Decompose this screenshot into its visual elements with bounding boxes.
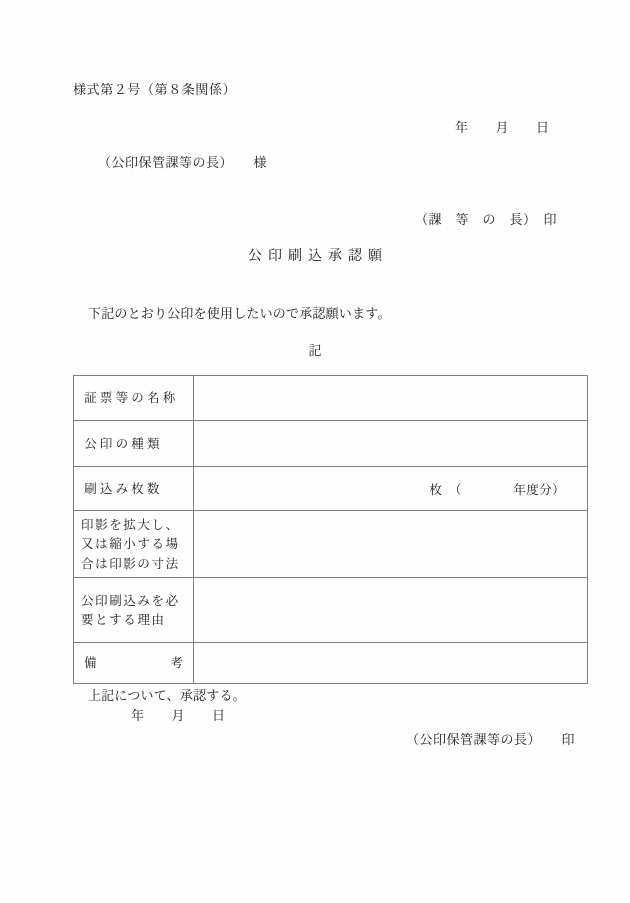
- row-label-text: 印影を拡大し、又は縮小する場合は印影の寸法: [81, 517, 180, 571]
- row-label-print-count: [74, 467, 194, 511]
- row-label-remarks-second-char: 考: [170, 655, 183, 671]
- row-value-certificate-name[interactable]: [194, 376, 588, 421]
- table-row: [74, 578, 588, 643]
- table-row: [74, 376, 588, 421]
- table-row: [74, 421, 588, 467]
- table-row: [74, 643, 588, 684]
- table-row: [74, 467, 588, 511]
- row-value-seal-dimensions[interactable]: [194, 511, 588, 578]
- row-label-text: 公印刷込みを必要とする理由: [81, 592, 180, 628]
- approval-sentence: 上記について、承認する。: [88, 689, 246, 704]
- date-line-bottom: 年 月 日: [131, 709, 226, 724]
- row-value-remarks[interactable]: [194, 643, 588, 684]
- document-title: 公印刷込承認願: [248, 248, 388, 264]
- approver-line: （公印保管課等の長） 印: [406, 733, 576, 748]
- row-label-certificate-name: [74, 376, 194, 421]
- row-label-reason: [74, 578, 194, 643]
- form-number: 様式第２号（第８条関係）: [73, 83, 237, 98]
- row-label-remarks: [74, 643, 194, 684]
- lead-sentence: 下記のとおり公印を使用したいので承認願います。: [88, 307, 391, 322]
- ki-mark: 記: [308, 344, 322, 359]
- table-row: [74, 511, 588, 578]
- row-value-seal-type[interactable]: [194, 421, 588, 467]
- row-value-print-count[interactable]: [194, 467, 588, 511]
- row-label-text: 刷込み枚数: [84, 480, 163, 496]
- issuer-line: （課 等 の 長） 印: [415, 213, 558, 228]
- row-label-remarks-group: [81, 653, 186, 672]
- date-line-top: 年 月 日: [455, 121, 550, 136]
- row-label-text: 証票等の名称: [84, 390, 179, 406]
- application-table: [73, 375, 588, 684]
- row-value-reason[interactable]: [194, 578, 588, 643]
- row-label-seal-dimensions: [74, 511, 194, 578]
- row-label-text: 公印の種類: [84, 435, 163, 451]
- row-label-seal-type: [74, 421, 194, 467]
- row-label-remarks-first-char: 備: [84, 655, 97, 671]
- sheets-unit-note: 枚 （ 年度分）: [429, 481, 565, 497]
- addressee-line: （公印保管課等の長） 様: [98, 156, 268, 171]
